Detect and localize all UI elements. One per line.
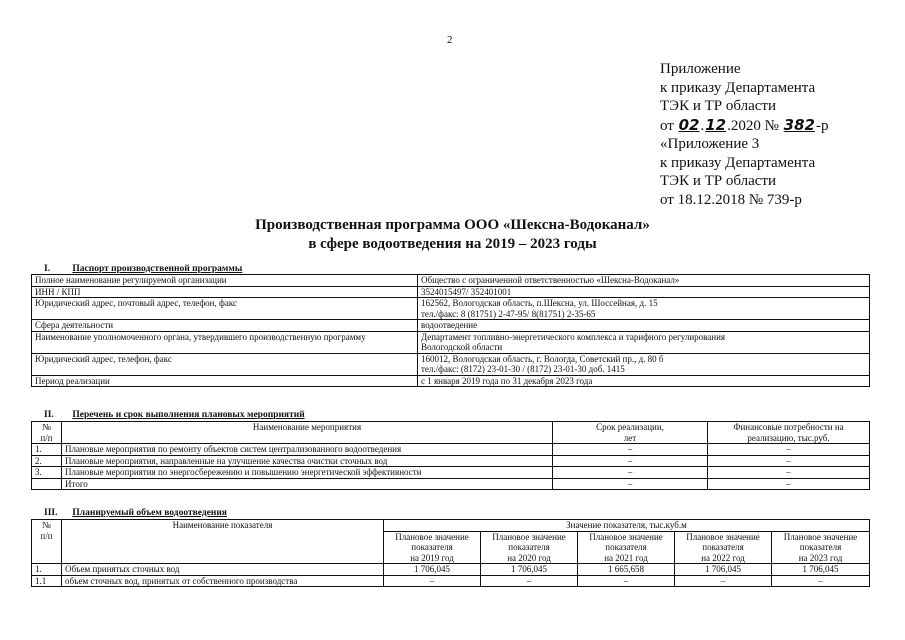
value-line: тел./факс: 8 (81751) 2-47-95/ 8(81751) 2-35-65 [421, 308, 596, 319]
row-name: объем сточных вод, принятых от собственного производства [62, 575, 384, 587]
row-finance: – [708, 467, 870, 479]
passport-label: Юридический адрес, почтовый адрес, телефон, факс [32, 298, 418, 320]
row-num: 1. [32, 444, 62, 456]
value-line: тел./факс: (8172) 23-01-30 / (8172) 23-01-30 доб. 1415 [421, 364, 625, 374]
row-num: 1. [32, 564, 62, 576]
passport-label: Наименование уполномоченного органа, утвердившего производственную программу [32, 331, 418, 353]
header-period [553, 422, 708, 444]
passport-label: ИНН / КПП [32, 286, 418, 298]
header-text: на 2019 год [410, 552, 454, 563]
row-value: – [384, 575, 481, 587]
document-title [0, 216, 905, 254]
measures-table [31, 421, 870, 490]
title-line: Производственная программа ООО «Шексна-Водоканал» [255, 217, 650, 233]
row-finance: – [708, 455, 870, 467]
appendix-line: к приказу Департамента [660, 154, 816, 171]
date-year: .2020 № [727, 117, 779, 134]
row-period: – [553, 467, 708, 479]
header-text: п/п [40, 432, 53, 443]
row-num: 1.1 [32, 575, 62, 587]
row-value: 1 706,045 [772, 564, 870, 576]
title-line: в сфере водоотведения на 2019 – 2023 годы [308, 236, 597, 252]
section-number: I. [44, 264, 51, 274]
header-year [384, 531, 481, 564]
passport-value [418, 331, 870, 353]
date-prefix: от [660, 117, 674, 134]
table-row [32, 353, 870, 375]
appendix-order-date: от 02.12.2020 № 382-р [660, 115, 829, 134]
header-name: Наименование показателя [62, 520, 384, 564]
appendix-line: ТЭК и ТР области [660, 98, 776, 114]
header-name: Наименование мероприятия [62, 422, 553, 444]
appendix-line: «Приложение 3 [660, 136, 760, 152]
handwritten-month: 12 [705, 115, 727, 134]
row-name: Объем принятых сточных вод [62, 564, 384, 576]
header-text: показателя [411, 542, 453, 552]
section-label: Перечень и срок выполнения плановых мероприятий [72, 410, 305, 420]
row-value: 1 706,045 [481, 564, 578, 576]
header-year [675, 531, 772, 564]
header-text: Плановое значение [395, 531, 469, 542]
row-period: – [553, 444, 708, 456]
passport-value [418, 298, 870, 320]
section-1-heading [44, 264, 242, 274]
header-text: Плановое значение [783, 531, 858, 542]
table-row [32, 298, 870, 320]
table-row [32, 375, 870, 387]
header-text: показателя [605, 542, 647, 552]
passport-label: Юридический адрес, телефон, факс [32, 353, 418, 375]
section-number: II. [44, 410, 54, 420]
header-text: на 2021 год [604, 552, 648, 563]
passport-value [418, 353, 870, 375]
appendix-line: ТЭК и ТР области [660, 173, 776, 189]
table-row [32, 478, 870, 490]
header-text: п/п [40, 530, 53, 541]
row-value: – [578, 575, 675, 587]
passport-value: водоотведение [418, 320, 870, 332]
table-row [32, 444, 870, 456]
row-period: – [553, 478, 708, 490]
section-2-heading [44, 410, 305, 420]
table-row [32, 467, 870, 479]
header-num [32, 422, 62, 444]
header-text: на 2020 год [507, 552, 551, 563]
row-value: 1 665,658 [578, 564, 675, 576]
table-header-row [32, 422, 870, 444]
row-value: 1 706,045 [384, 564, 481, 576]
header-text: на 2023 год [798, 552, 843, 563]
appendix-line: от 18.12.2018 № 739-р [660, 191, 802, 208]
section-3-heading [44, 508, 227, 518]
header-year [772, 531, 870, 564]
passport-table [31, 274, 870, 387]
passport-value: 3524015497/ 352401001 [418, 286, 870, 298]
row-num [32, 478, 62, 490]
passport-label: Период реализации [32, 375, 418, 387]
header-text: Плановое значение [589, 531, 663, 542]
header-text: Плановое значение [492, 531, 566, 542]
value-line: Департамент топливно-энергетического комплекса и тарифного регулирования [421, 331, 726, 342]
header-year [481, 531, 578, 564]
appendix-header [660, 60, 828, 209]
header-text: на 2022 год [701, 552, 745, 563]
order-suffix: -р [815, 117, 829, 134]
value-line: Вологодской области [421, 342, 503, 352]
volume-table [31, 519, 870, 587]
page-number: 2 [447, 34, 453, 46]
header-text: Срок реализации, [596, 422, 664, 432]
header-text: № [42, 422, 51, 432]
row-finance: – [708, 478, 870, 490]
table-header-row [32, 520, 870, 532]
appendix-line: Приложение [660, 61, 741, 77]
value-line: 160012, Вологодская область, г. Вологда, Советский пр., д. 80 б [421, 353, 664, 364]
header-num [32, 520, 62, 564]
row-finance: – [708, 444, 870, 456]
row-value: – [675, 575, 772, 587]
section-label: Планируемый объем водоотведения [72, 508, 227, 518]
header-text: показателя [508, 542, 550, 552]
header-group: Значение показателя, тыс.куб.м [384, 520, 870, 532]
row-value: – [481, 575, 578, 587]
header-text: № [42, 520, 51, 530]
row-num: 2. [32, 455, 62, 467]
header-year [578, 531, 675, 564]
table-row [32, 564, 870, 576]
table-row [32, 286, 870, 298]
passport-label: Сфера деятельности [32, 320, 418, 332]
header-text: реализацию, тыс.руб. [747, 432, 830, 443]
header-text: Финансовые потребности на [733, 422, 844, 432]
header-text: показателя [799, 542, 842, 552]
passport-value: с 1 января 2019 года по 31 декабря 2023 года [418, 375, 870, 387]
header-text: лет [623, 432, 637, 443]
table-row [32, 320, 870, 332]
appendix-line: к приказу Департамента [660, 79, 816, 96]
value-line: 162562, Вологодская область, п.Шексна, ул. Шоссейная, д. 15 [421, 298, 658, 308]
handwritten-order-number: 382 [783, 115, 815, 134]
table-row [32, 575, 870, 587]
section-number: III. [44, 508, 58, 518]
passport-value: Общество с ограниченной ответственностью «Шексна-Водоканал» [418, 275, 870, 287]
row-value: – [772, 575, 870, 587]
row-value: 1 706,045 [675, 564, 772, 576]
row-name: Плановые мероприятия, направленные на улучшение качества очистки сточных вод [62, 455, 553, 467]
header-text: показателя [702, 542, 744, 552]
row-period: – [553, 455, 708, 467]
row-name: Итого [62, 478, 553, 490]
row-name: Плановые мероприятия по ремонту объектов систем централизованного водоотведения [62, 444, 553, 456]
section-label: Паспорт производственной программы [72, 264, 243, 274]
header-finance [708, 422, 870, 444]
handwritten-day: 02 [678, 115, 700, 134]
passport-label: Полное наименование регулируемой организации [32, 275, 418, 287]
table-row [32, 331, 870, 353]
header-text: Плановое значение [686, 531, 760, 542]
row-num: 3. [32, 467, 62, 479]
row-name: Плановые мероприятия по энергосбережению и повышению энергетической эффективности [62, 467, 553, 479]
table-row [32, 455, 870, 467]
table-row [32, 275, 870, 287]
